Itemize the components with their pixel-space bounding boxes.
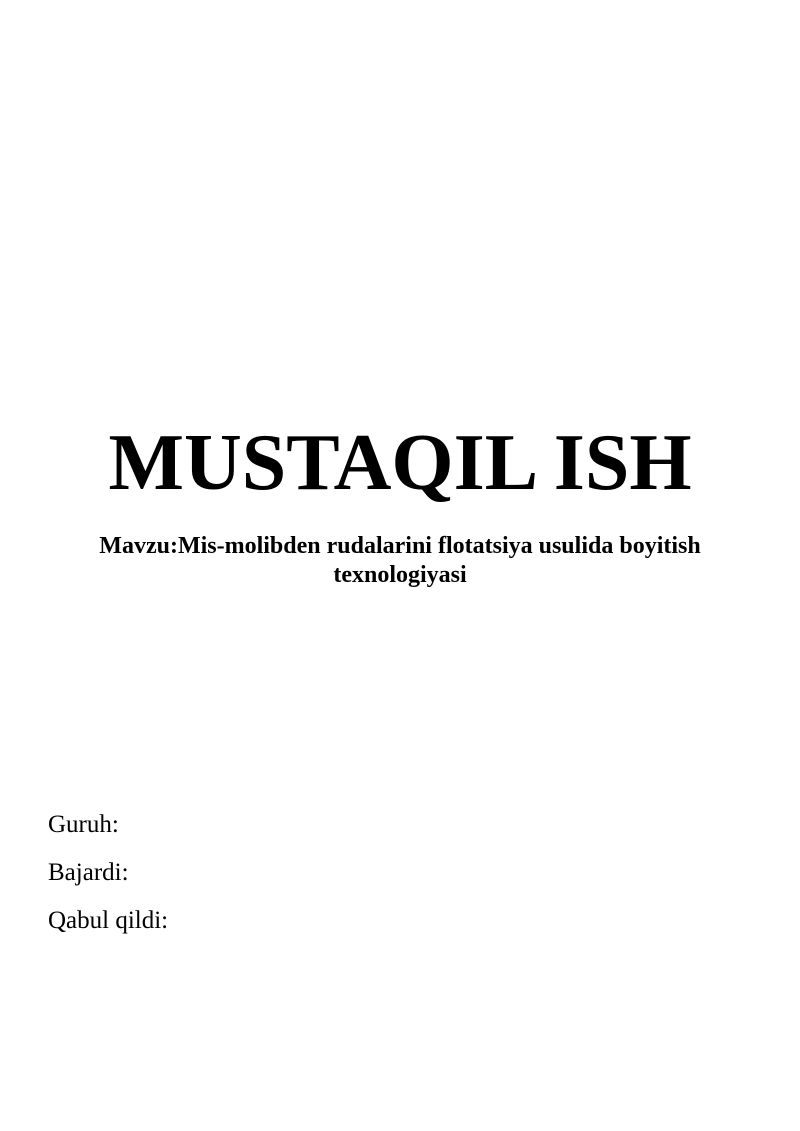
- subtitle-line-2: texnologiyasi: [333, 562, 467, 588]
- field-label-guruh: Guruh:: [48, 811, 119, 838]
- field-label-qabul-qildi: Qabul qildi:: [48, 907, 169, 934]
- subtitle-line-1: Mavzu:Mis-molibden rudalarini flotatsiya usulida boyitish: [99, 533, 701, 559]
- document-subtitle: [0, 532, 800, 590]
- document-title: MUSTAQIL ISH: [108, 419, 692, 507]
- credit-fields: [48, 810, 168, 954]
- field-label-bajardi: Bajardi:: [48, 859, 129, 886]
